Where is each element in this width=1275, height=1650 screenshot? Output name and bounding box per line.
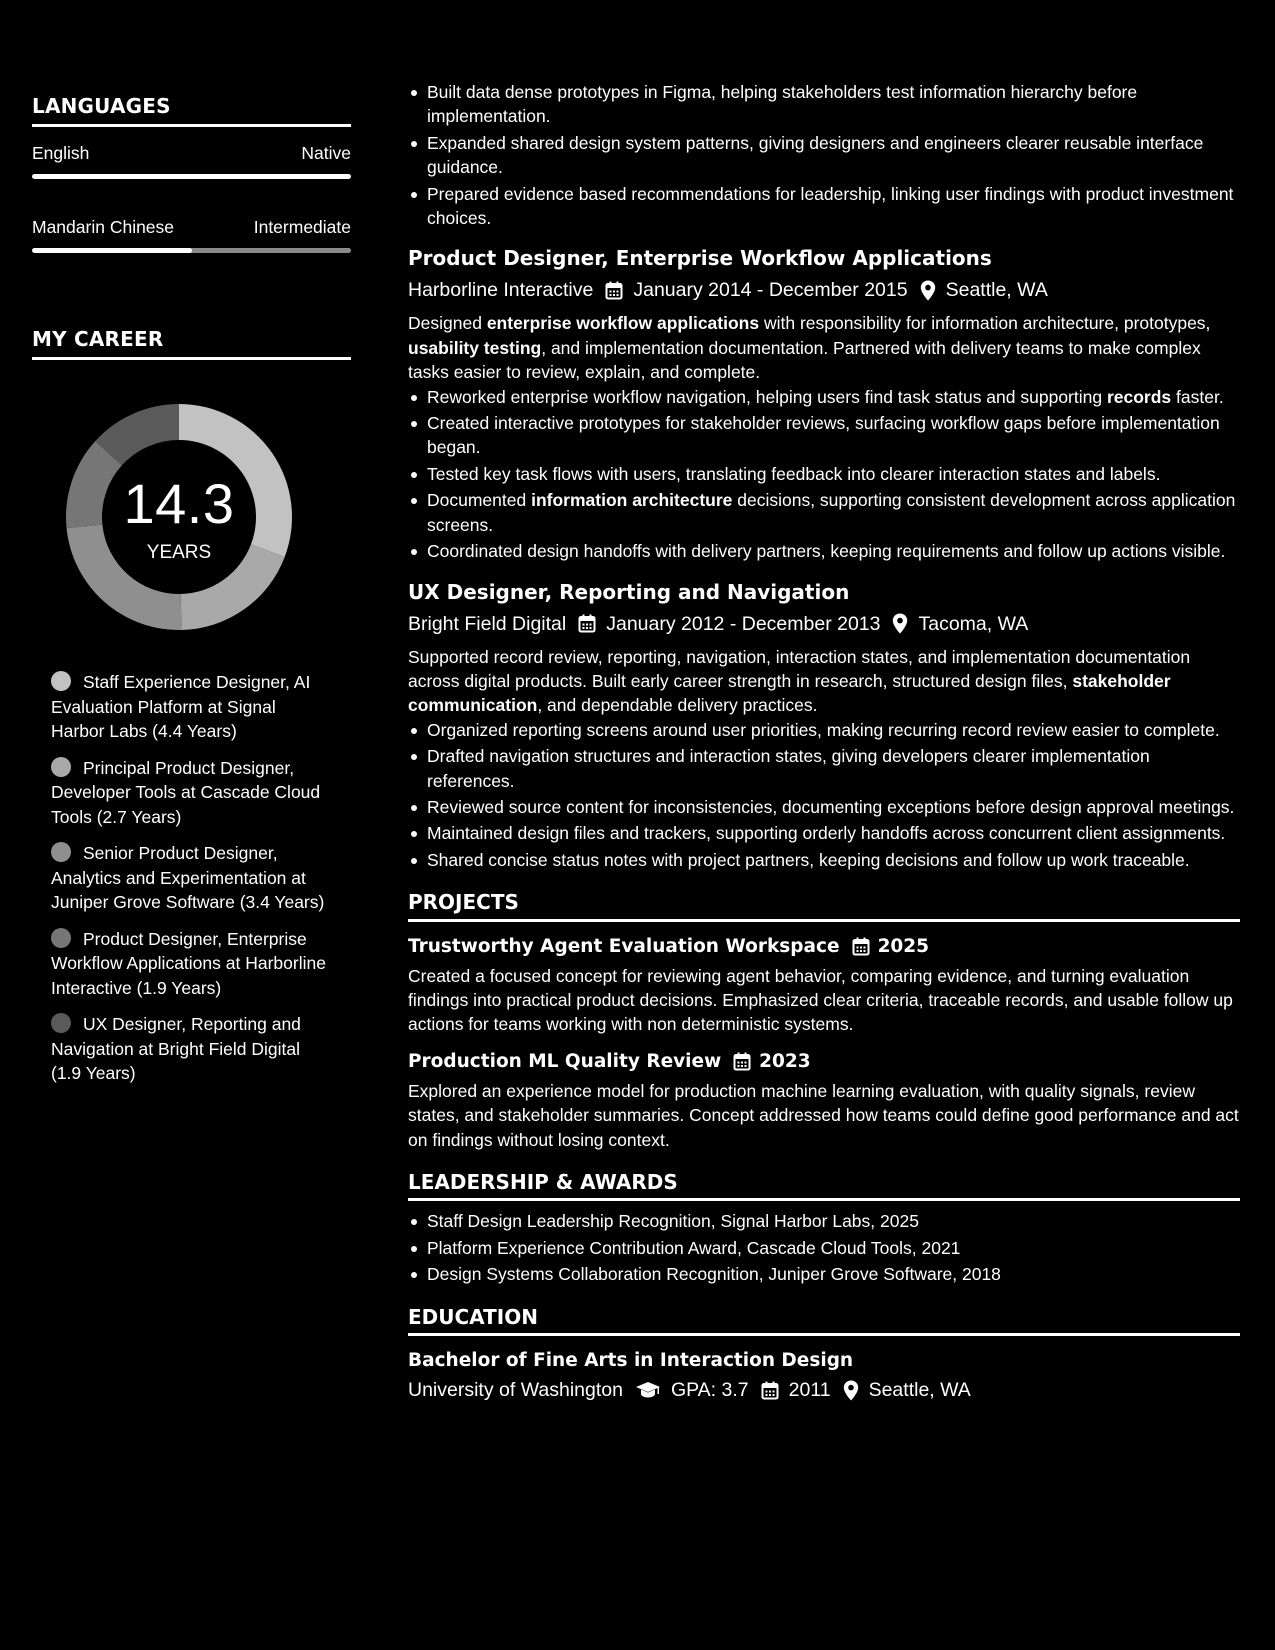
career-legend-text: Principal Product Designer, Developer Tools at Cascade Cloud Tools (2.7 Years) xyxy=(51,757,321,827)
career-total-unit: YEARS xyxy=(146,542,212,563)
projects-heading: PROJECTS xyxy=(408,890,1240,921)
language-proficiency-bar xyxy=(32,174,351,179)
gpa: GPA: 3.7 xyxy=(670,1379,749,1402)
education-section xyxy=(408,1305,1240,1403)
project-year: 2025 xyxy=(877,935,930,957)
main-content xyxy=(408,80,1240,1403)
project-title: Production ML Quality Review xyxy=(408,1050,722,1072)
bullet-item: Tested key task flows with users, translating feedback into clearer interaction states and labels. xyxy=(408,462,1240,486)
language-level: Native xyxy=(301,143,351,163)
career-legend-text: Staff Experience Designer, AI Evaluation Platform at Signal Harbor Labs (4.4 Years) xyxy=(51,672,311,741)
job-company: Bright Field Digital xyxy=(408,612,567,635)
award-item: Staff Design Leadership Recognition, Signal Harbor Labs, 2025 xyxy=(408,1209,1240,1233)
languages-section xyxy=(32,94,351,253)
job-location: Seattle, WA xyxy=(945,279,1048,302)
job-entry xyxy=(408,578,1240,873)
job-company: Harborline Interactive xyxy=(408,279,594,302)
map-pin-icon xyxy=(892,613,908,634)
job-description: Designed enterprise workflow applications with responsibility for information architecture, prototypes, usability testing, and implementation documentation. Partnered with delivery teams to make complex tasks easier to review, explain, and complete. xyxy=(408,313,1211,383)
career-legend-item xyxy=(51,927,333,1001)
career-heading: MY CAREER xyxy=(32,327,351,360)
bullet-item: Documented information architecture decisions, supporting consistent development across application screens. xyxy=(408,488,1240,537)
bullet-item: Drafted navigation structures and interaction states, giving developers clearer implementation references. xyxy=(408,744,1240,793)
map-pin-icon xyxy=(843,1380,859,1401)
project-title: Trustworthy Agent Evaluation Workspace xyxy=(408,935,840,957)
legend-dot-icon xyxy=(51,928,71,948)
job-meta xyxy=(408,611,1240,637)
education-meta xyxy=(408,1377,1240,1403)
bullet-item: Prepared evidence based recommendations for leadership, linking user findings with product investment choices. xyxy=(408,182,1240,231)
bullet-item: Reworked enterprise workflow navigation, helping users find task status and supporting records faster. xyxy=(408,385,1240,409)
project-entry xyxy=(408,934,1240,1037)
career-legend-item xyxy=(51,670,333,744)
job-dates: January 2014 - December 2015 xyxy=(633,279,908,302)
graduation-year: 2011 xyxy=(788,1379,831,1402)
education-heading: EDUCATION xyxy=(408,1305,1240,1336)
projects-section xyxy=(408,890,1240,1152)
legend-dot-icon xyxy=(51,842,71,862)
language-name: English xyxy=(32,143,90,163)
language-proficiency-fill xyxy=(32,174,351,179)
education-location: Seattle, WA xyxy=(868,1379,971,1402)
career-donut-chart xyxy=(66,404,292,630)
calendar-icon xyxy=(578,614,596,633)
awards-heading: LEADERSHIP & AWARDS xyxy=(408,1170,1240,1201)
previous-role-bullets xyxy=(408,80,1240,230)
project-year: 2023 xyxy=(759,1050,811,1072)
school-name: University of Washington xyxy=(408,1379,623,1402)
bullet-item: Created interactive prototypes for stakeholder reviews, surfacing workflow gaps before implementation began. xyxy=(408,411,1240,460)
sidebar xyxy=(32,94,351,1098)
bullet-item: Reviewed source content for inconsistencies, documenting exceptions before design approval meetings. xyxy=(408,795,1240,819)
legend-dot-icon xyxy=(51,757,71,777)
career-legend-text: Senior Product Designer, Analytics and Experimentation at Juniper Grove Software (3.4 Years) xyxy=(51,843,325,912)
legend-dot-icon xyxy=(51,1013,71,1033)
job-dates: January 2012 - December 2013 xyxy=(606,612,881,635)
languages-heading: LANGUAGES xyxy=(32,94,351,127)
calendar-icon xyxy=(605,281,623,300)
bullet-item: Coordinated design handoffs with delivery partners, keeping requirements and follow up actions visible. xyxy=(408,539,1240,563)
job-entry xyxy=(408,244,1240,563)
job-description: Supported record review, reporting, navigation, interaction states, and implementation documentation across digital products. Built early career strength in research, structured design files, stakeholder communication, and dependable delivery practices. xyxy=(408,646,1191,716)
bullet-item: Organized reporting screens around user priorities, making recurring record review easier to complete. xyxy=(408,718,1240,742)
legend-dot-icon xyxy=(51,671,71,691)
award-item: Design Systems Collaboration Recognition, Juniper Grove Software, 2018 xyxy=(408,1262,1240,1286)
language-name: Mandarin Chinese xyxy=(32,217,175,237)
language-proficiency-bar xyxy=(32,248,351,253)
graduation-cap-icon xyxy=(635,1381,661,1399)
language-item xyxy=(32,217,351,253)
job-title: Product Designer, Enterprise Workflow Applications xyxy=(408,246,992,271)
language-item xyxy=(32,143,351,179)
award-item: Platform Experience Contribution Award, Cascade Cloud Tools, 2021 xyxy=(408,1236,1240,1260)
job-title: UX Designer, Reporting and Navigation xyxy=(408,579,850,604)
career-legend-item xyxy=(51,1012,333,1086)
job-bullets xyxy=(408,718,1240,872)
calendar-icon xyxy=(852,937,870,956)
bullet-item: Built data dense prototypes in Figma, helping stakeholders test information hierarchy before implementation. xyxy=(408,80,1240,129)
career-legend-item xyxy=(51,756,333,830)
project-description: Created a focused concept for reviewing agent behavior, comparing evidence, and turning evaluation findings into practical product decisions. Emphasized clear criteria, traceable records, and usable follow up actions for teams working with non deterministic systems. xyxy=(408,965,1233,1035)
job-meta xyxy=(408,277,1240,303)
language-level: Intermediate xyxy=(253,217,351,237)
language-proficiency-fill xyxy=(32,248,192,253)
career-legend-text: UX Designer, Reporting and Navigation at Bright Field Digital (1.9 Years) xyxy=(51,1014,301,1083)
career-legend xyxy=(51,670,333,1086)
bullet-item: Expanded shared design system patterns, giving designers and engineers clearer reusable interface guidance. xyxy=(408,131,1240,180)
job-location: Tacoma, WA xyxy=(918,612,1029,635)
project-description: Explored an experience model for production machine learning evaluation, with quality signals, review states, and stakeholder summaries. Concept addressed how teams could define good performance and act on findings without losing context. xyxy=(408,1080,1239,1150)
degree-title: Bachelor of Fine Arts in Interaction Design xyxy=(408,1350,854,1372)
calendar-icon xyxy=(761,1381,779,1400)
awards-list xyxy=(408,1209,1240,1286)
project-entry xyxy=(408,1049,1240,1152)
career-legend-item xyxy=(51,841,333,915)
awards-section xyxy=(408,1170,1240,1287)
career-section xyxy=(32,327,351,1086)
bullet-item: Maintained design files and trackers, supporting orderly handoffs across concurrent client assignments. xyxy=(408,821,1240,845)
bullet-item: Shared concise status notes with project partners, keeping decisions and follow up work traceable. xyxy=(408,848,1240,872)
map-pin-icon xyxy=(920,280,936,301)
career-legend-text: Product Designer, Enterprise Workflow Applications at Harborline Interactive (1.9 Years) xyxy=(51,928,326,998)
career-total-years: 14.3 xyxy=(123,472,235,535)
calendar-icon xyxy=(733,1052,751,1071)
job-bullets xyxy=(408,385,1240,564)
